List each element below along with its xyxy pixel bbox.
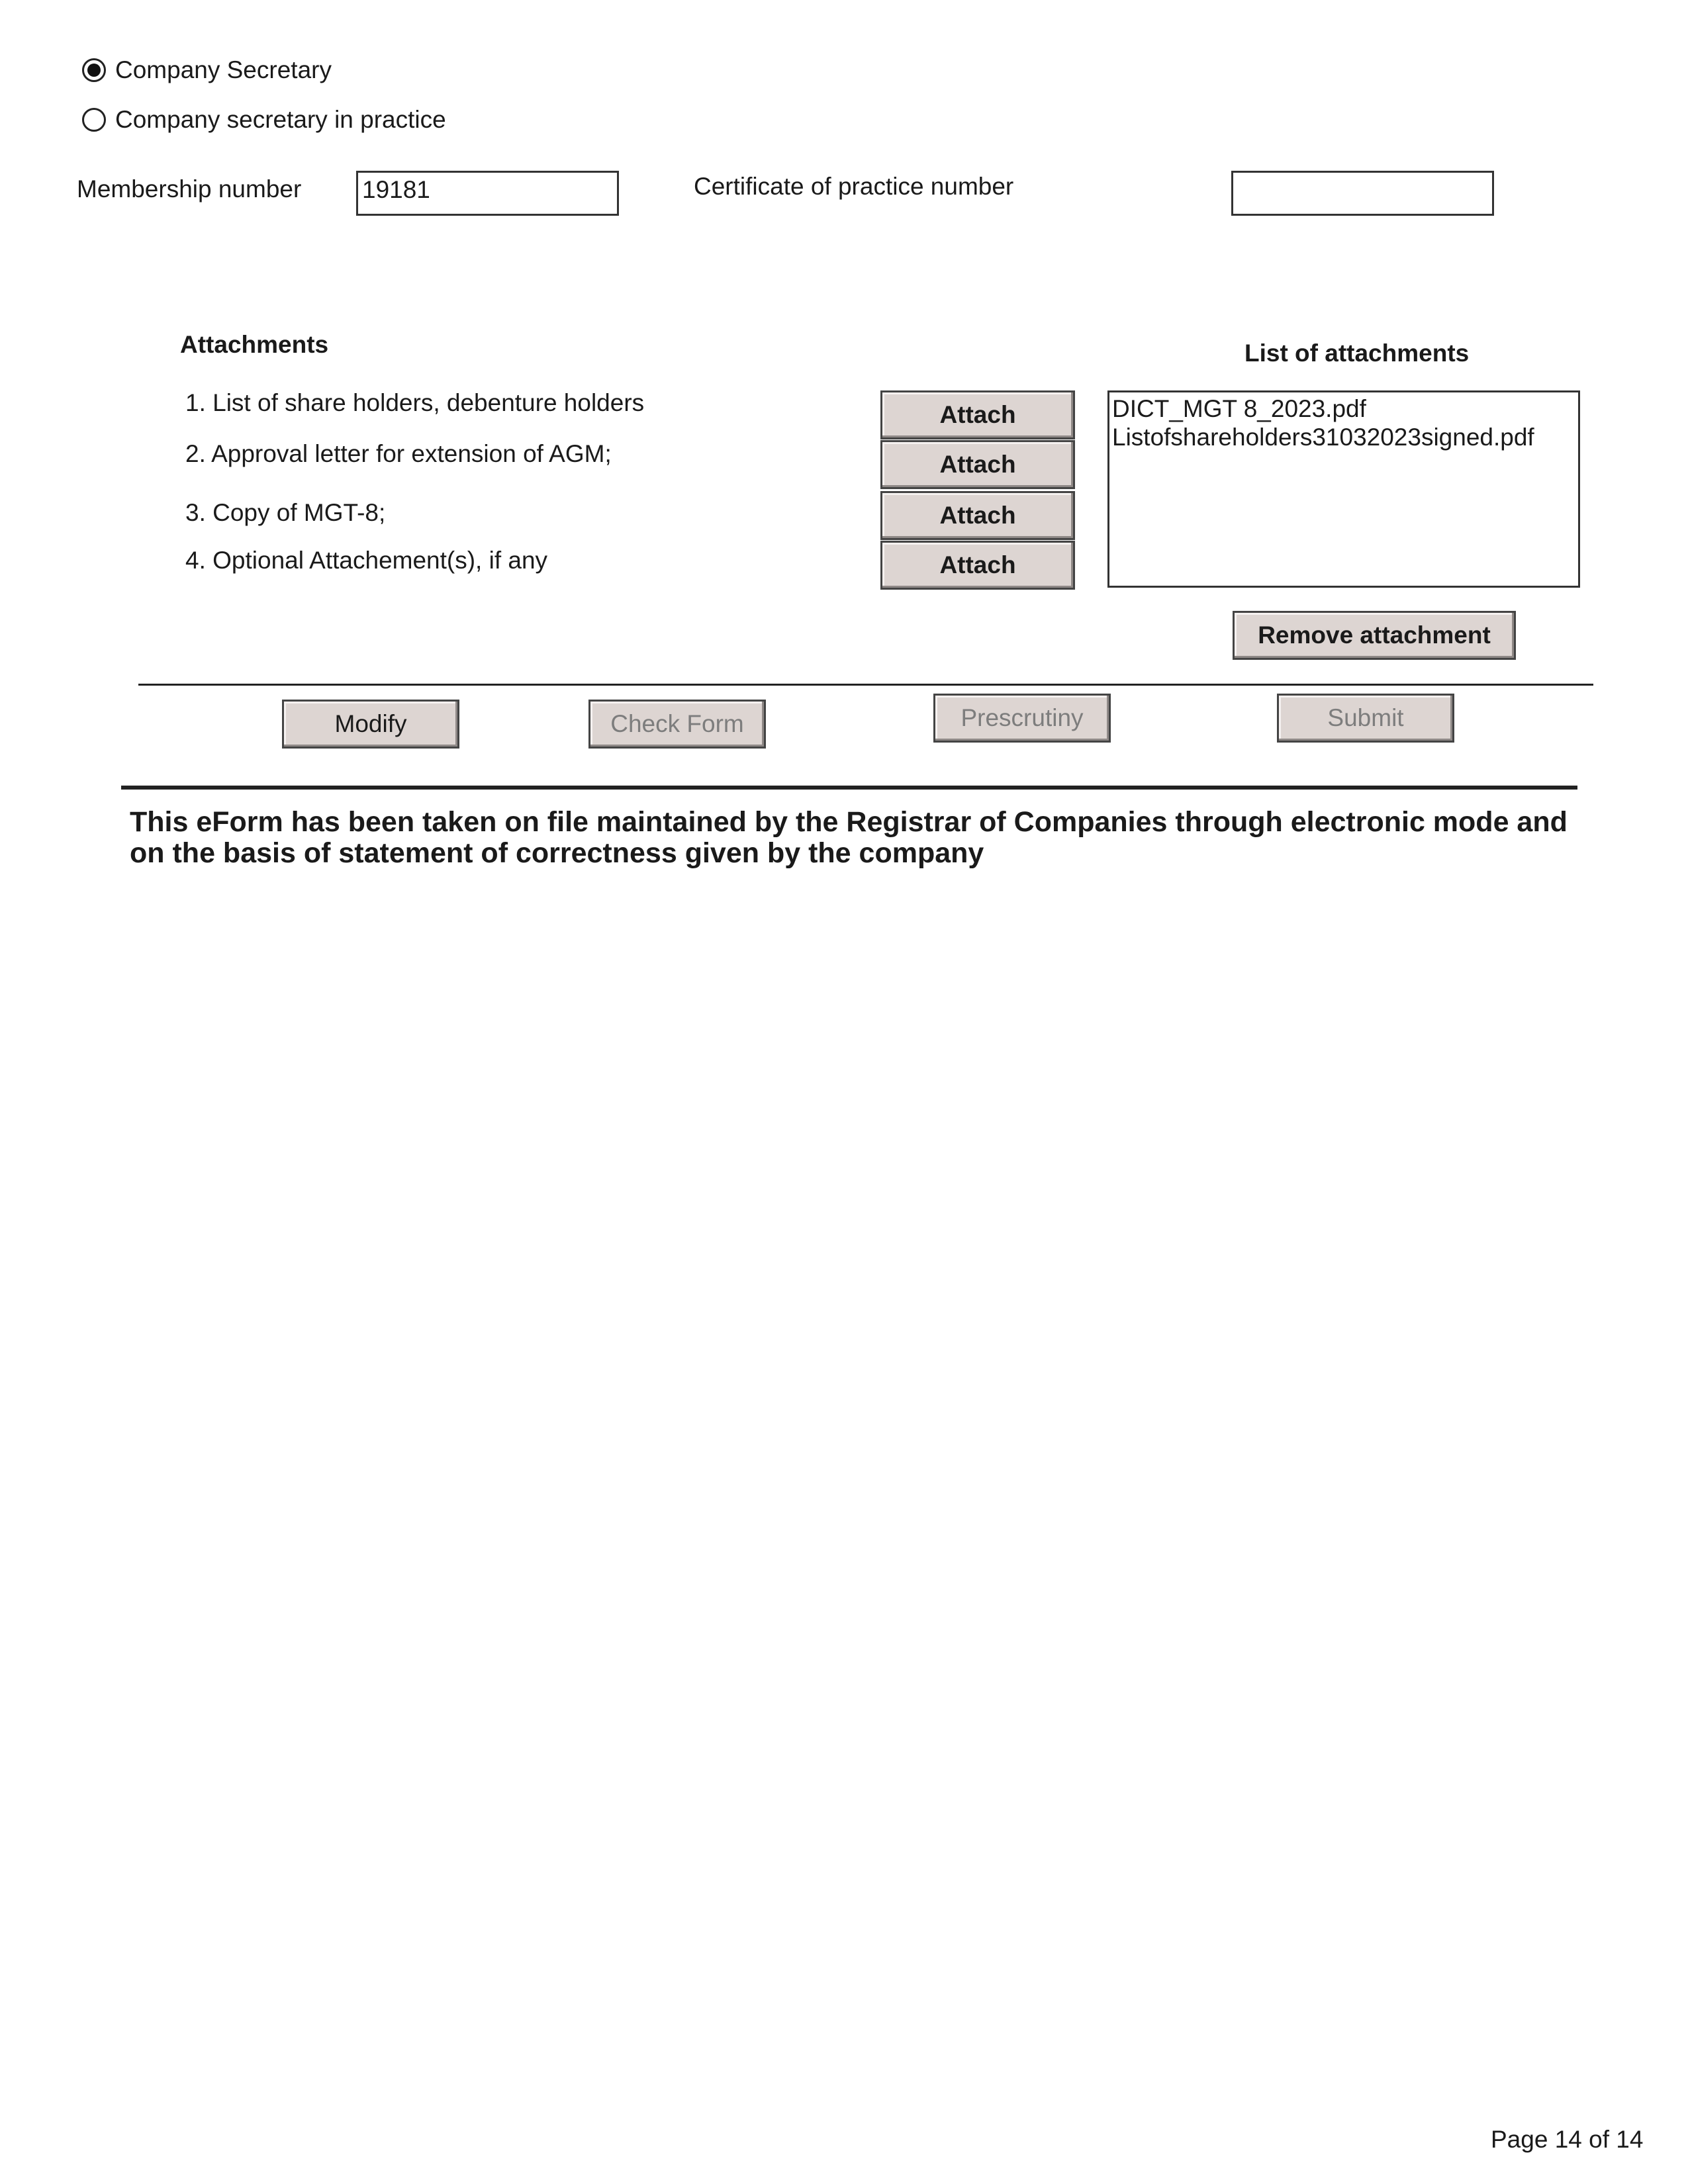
attachment-file-1[interactable]: DICT_MGT 8_2023.pdf [1112, 395, 1366, 422]
page-number: Page 14 of 14 [1491, 2126, 1644, 2153]
list-of-attachments-heading: List of attachments [1244, 340, 1470, 367]
radio-company-secretary[interactable] [82, 58, 106, 82]
notice-rule [121, 786, 1577, 790]
prescrutiny-button[interactable]: Prescrutiny [933, 694, 1111, 743]
divider-line [138, 684, 1593, 686]
check-form-button[interactable]: Check Form [588, 700, 766, 749]
cop-number-field[interactable] [1231, 171, 1494, 216]
radio-company-secretary-label: Company Secretary [115, 56, 332, 83]
attachments-heading: Attachments [180, 331, 329, 358]
radio-cs-in-practice[interactable] [82, 108, 106, 132]
attach-button-2[interactable]: Attach [880, 440, 1075, 489]
cop-number-label: Certificate of practice number [694, 173, 1014, 200]
attachments-listbox[interactable] [1107, 390, 1580, 588]
attach-button-4[interactable]: Attach [880, 541, 1075, 590]
radio-cs-in-practice-label: Company secretary in practice [115, 106, 446, 133]
attachment-item-3-label: 3. Copy of MGT-8; [185, 499, 386, 526]
attachment-item-4-label: 4. Optional Attachement(s), if any [185, 547, 548, 574]
remove-attachment-button[interactable]: Remove attachment [1233, 611, 1516, 660]
eform-notice: This eForm has been taken on file maintained by the Registrar of Companies through electronic mode and on the basis of statement of correctness given by the company [130, 806, 1568, 870]
membership-number-label: Membership number [77, 175, 302, 203]
attach-button-3[interactable]: Attach [880, 491, 1075, 540]
membership-number-field[interactable]: 19181 [356, 171, 619, 216]
radio-selected-dot [87, 64, 101, 77]
attachment-file-2[interactable]: Listofshareholders31032023signed.pdf [1112, 423, 1534, 451]
attachment-item-1-label: 1. List of share holders, debenture holders [185, 389, 645, 416]
attachment-item-2-label: 2. Approval letter for extension of AGM; [185, 440, 612, 467]
attach-button-1[interactable]: Attach [880, 390, 1075, 439]
submit-button[interactable]: Submit [1277, 694, 1454, 743]
modify-button[interactable]: Modify [282, 700, 459, 749]
